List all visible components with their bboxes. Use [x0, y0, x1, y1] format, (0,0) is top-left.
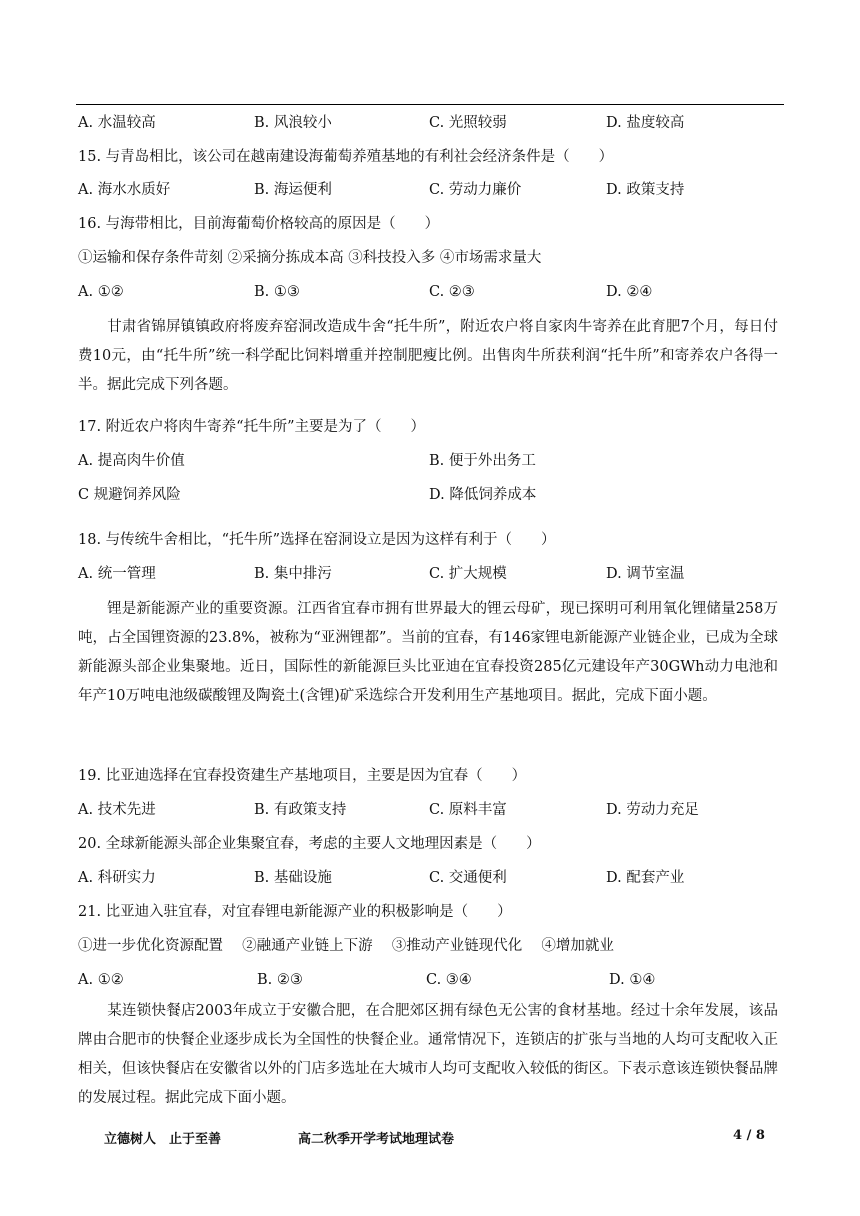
passage-tuoniu [78, 313, 778, 400]
q20-option-d: D. 配套产业 [606, 870, 685, 886]
q17-option-d: D. 降低饲养成本 [429, 487, 537, 503]
q21-option-d: D. ①④ [609, 972, 656, 988]
header-rule [76, 104, 784, 105]
q14-option-c: C. 光照较弱 [429, 115, 507, 131]
q17-option-a: A. 提高肉牛价值 [78, 453, 185, 469]
q15-option-d: D. 政策支持 [606, 182, 685, 198]
q15-option-c: C. 劳动力廉价 [429, 182, 522, 198]
q21-option-c: C. ③④ [426, 972, 472, 988]
q16-option-b: B. ①③ [254, 284, 300, 300]
q21-stem: 21. 比亚迪入驻宜春，对宜春锂电新能源产业的积极影响是（ ） [78, 904, 512, 920]
q20-option-c: C. 交通便利 [429, 870, 507, 886]
footer-exam-title: 高二秋季开学考试地理试卷 [298, 1132, 455, 1147]
q19-option-c: C. 原料丰富 [429, 802, 507, 818]
q14-option-b: B. 风浪较小 [254, 115, 332, 131]
q16-stem: 16. 与海带相比，目前海葡萄价格较高的原因是（ ） [78, 216, 440, 232]
q15-stem: 15. 与青岛相比，该公司在越南建设海葡萄养殖基地的有利社会经济条件是（ ） [78, 149, 614, 165]
q17-stem: 17. 附近农户将肉牛寄养“托牛所”主要是为了（ ） [78, 419, 425, 435]
q18-option-d: D. 调节室温 [606, 566, 685, 582]
passage-lithium [78, 595, 778, 711]
q16-option-a: A. ①② [78, 284, 124, 300]
q16-option-d: D. ②④ [606, 284, 653, 300]
q17-option-c: C 规避饲养风险 [78, 487, 181, 503]
passage-fastfood-text: 某连锁快餐店2003年成立于安徽合肥，在合肥郊区拥有绿色无公害的食材基地。经过十余年发展，该品牌由合肥市的快餐企业逐步成长为全国性的快餐企业。通常情况下，连锁店的扩张与当地的人均可支配收入正相关，但该快餐店在安徽省以外的门店多选址在大城市人均可支配收入较低的街区。下表示意该连锁快餐品牌的发展过程。据此完成下面小题。 [78, 1003, 778, 1106]
q17-option-b: B. 便于外出务工 [429, 453, 536, 469]
q20-option-a: A. 科研实力 [78, 870, 156, 886]
q18-option-b: B. 集中排污 [254, 566, 332, 582]
q21-option-b: B. ②③ [257, 972, 303, 988]
passage-fastfood [78, 997, 778, 1113]
q19-option-a: A. 技术先进 [78, 802, 156, 818]
passage-lithium-text: 锂是新能源产业的重要资源。江西省宜春市拥有世界最大的锂云母矿，现已探明可利用氧化锂储量258万吨，占全国锂资源的23.8%，被称为“亚洲锂都”。当前的宜春，有146家锂电新能源产业链企业，已成为全球新能源头部企业集聚地。近日，国际性的新能源巨头比亚迪在宜春投资285亿元建设年产30GWh动力电池和年产10万吨电池级碳酸锂及陶瓷土(含锂)矿采选综合开发利用生产基地项目。据此，完成下面小题。 [78, 601, 778, 704]
q20-option-b: B. 基础设施 [254, 870, 332, 886]
footer-motto: 立德树人 止于至善 [104, 1132, 222, 1147]
q19-option-d: D. 劳动力充足 [606, 802, 699, 818]
q21-option-a: A. ①② [78, 972, 124, 988]
q14-option-d: D. 盐度较高 [606, 115, 685, 131]
q20-stem: 20. 全球新能源头部企业集聚宜春，考虑的主要人文地理因素是（ ） [78, 836, 541, 852]
q19-option-b: B. 有政策支持 [254, 802, 347, 818]
q16-items: ①运输和保存条件苛刻 ②采摘分拣成本高 ③科技投入多 ④市场需求量大 [78, 250, 542, 266]
q19-stem: 19. 比亚迪选择在宜春投资建生产基地项目，主要是因为宜春（ ） [78, 768, 527, 784]
q16-option-c: C. ②③ [429, 284, 475, 300]
q18-option-a: A. 统一管理 [78, 566, 156, 582]
q15-option-a: A. 海水水质好 [78, 182, 171, 198]
q18-stem: 18. 与传统牛舍相比，“托牛所”选择在窑洞设立是因为这样有利于（ ） [78, 532, 556, 548]
passage-tuoniu-text: 甘肃省锦屏镇镇政府将废弃窑洞改造成牛舍“托牛所”，附近农户将自家肉牛寄养在此育肥7个月，每日付费10元，由“托牛所”统一科学配比饲料增重并控制肥瘦比例。出售肉牛所获利润“托牛所”和寄养农户各得一半。据此完成下列各题。 [78, 319, 778, 393]
q14-option-a: A. 水温较高 [78, 115, 156, 131]
q21-items: ①进一步优化资源配置 ②融通产业链上下游 ③推动产业链现代化 ④增加就业 [78, 938, 614, 954]
footer-page-number: 4 / 8 [733, 1128, 765, 1143]
q15-option-b: B. 海运便利 [254, 182, 332, 198]
q18-option-c: C. 扩大规模 [429, 566, 507, 582]
